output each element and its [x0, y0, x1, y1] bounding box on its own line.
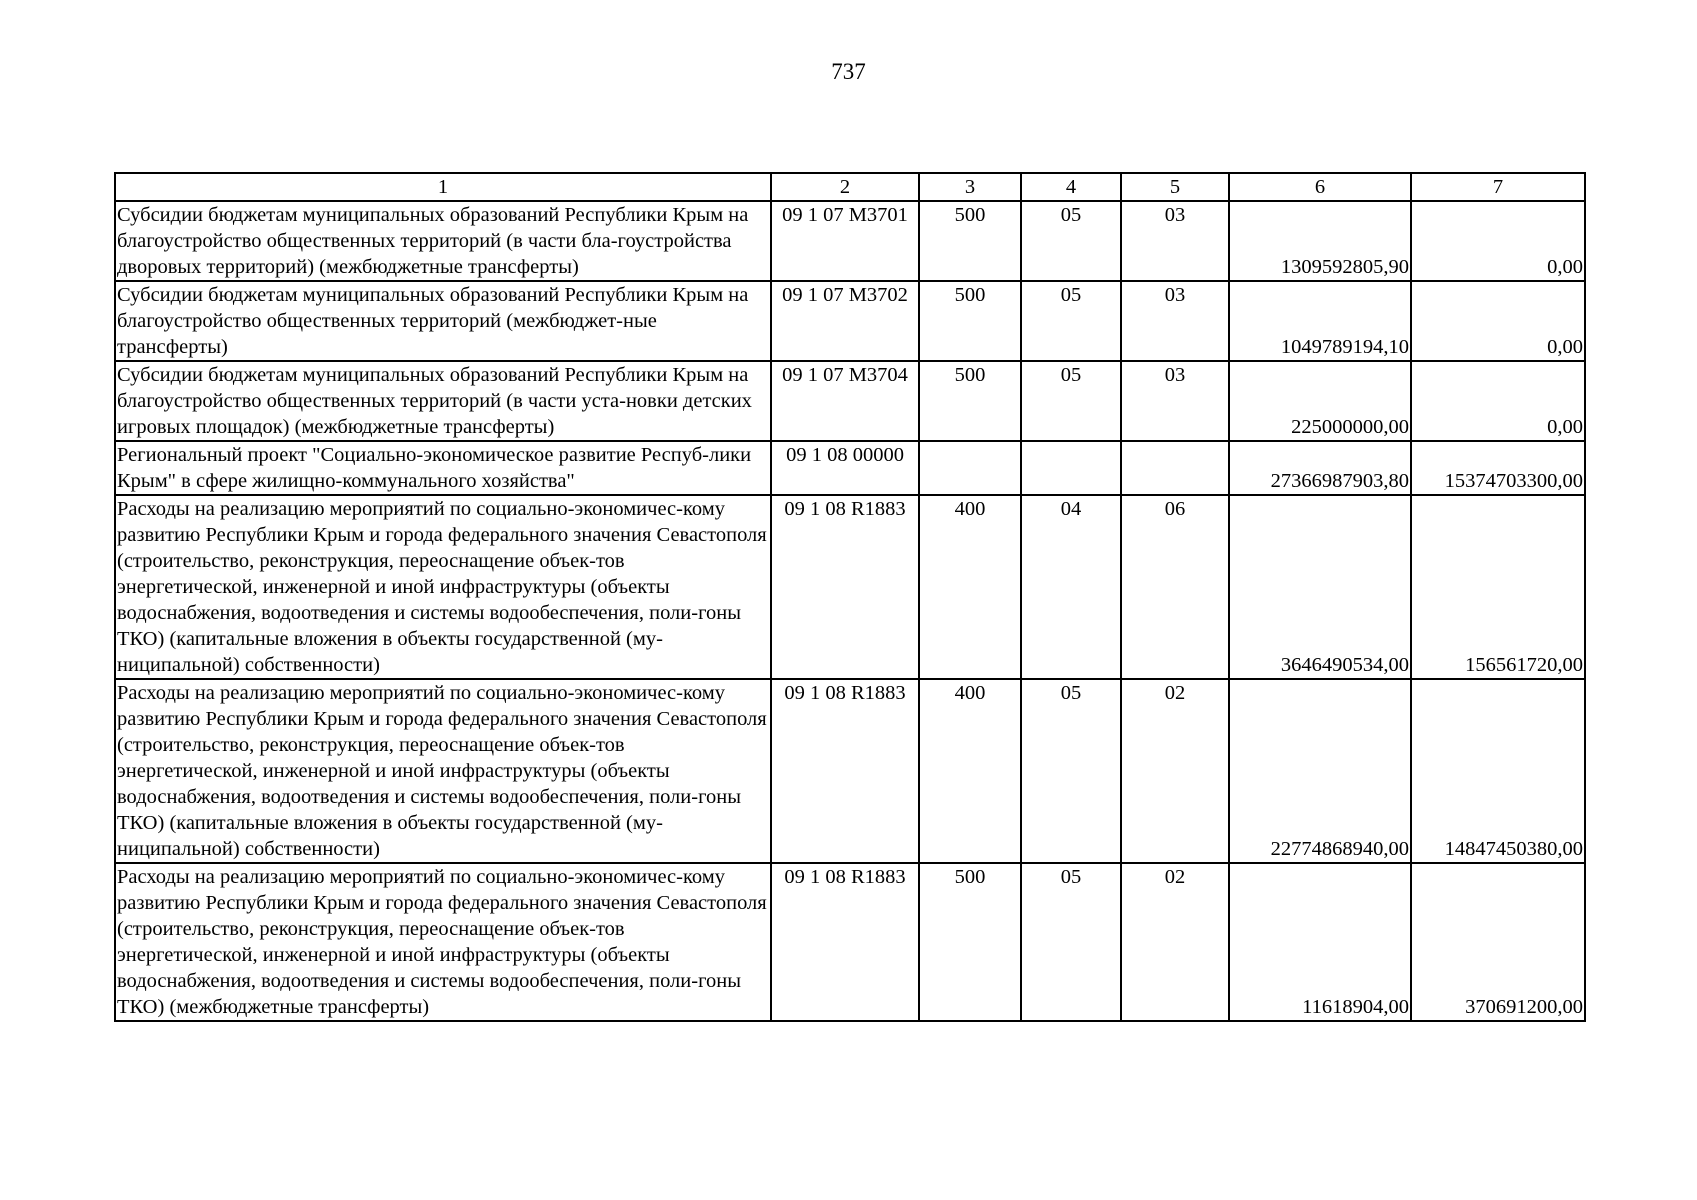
row-code: 09 1 07 M3704 [771, 361, 919, 441]
row-col4: 05 [1021, 863, 1121, 1021]
header-col-5: 5 [1121, 173, 1229, 201]
row-amount1: 11618904,00 [1229, 863, 1411, 1021]
row-col4 [1021, 441, 1121, 495]
header-col-6: 6 [1229, 173, 1411, 201]
row-code: 09 1 07 M3701 [771, 201, 919, 281]
row-amount2: 370691200,00 [1411, 863, 1585, 1021]
table-body [115, 201, 1585, 1021]
header-col-7: 7 [1411, 173, 1585, 201]
row-name: Расходы на реализацию мероприятий по социально-экономичес-кому развитию Республики Крым и города федерального значения Севастополя (строительство, реконструкция, переоснащение объек-тов энергетической, инженерной и иной инфраструктуры (объекты водоснабжения, водоотведения и системы водообеспечения, поли-гоны ТКО) (капитальные вложения в объекты государственной (му-ниципальной) собственности) [115, 679, 771, 863]
row-col5 [1121, 441, 1229, 495]
row-name: Региональный проект "Социально-экономическое развитие Респуб-лики Крым" в сфере жилищно-коммунального хозяйства" [115, 441, 771, 495]
row-amount2: 14847450380,00 [1411, 679, 1585, 863]
header-col-3: 3 [919, 173, 1021, 201]
row-amount1: 225000000,00 [1229, 361, 1411, 441]
row-name: Субсидии бюджетам муниципальных образований Республики Крым на благоустройство общественных территорий (межбюджет-ные трансферты) [115, 281, 771, 361]
row-col4: 05 [1021, 281, 1121, 361]
row-code: 09 1 08 R1883 [771, 495, 919, 679]
header-row [115, 173, 1585, 201]
row-name: Субсидии бюджетам муниципальных образований Республики Крым на благоустройство общественных территорий (в части бла-гоустройства дворовых территорий) (межбюджетные трансферты) [115, 201, 771, 281]
row-amount2: 0,00 [1411, 281, 1585, 361]
row-col4: 05 [1021, 361, 1121, 441]
row-col3: 500 [919, 863, 1021, 1021]
table-row [115, 281, 1585, 361]
budget-table [114, 172, 1586, 1022]
row-code: 09 1 07 M3702 [771, 281, 919, 361]
row-col5: 02 [1121, 679, 1229, 863]
row-col5: 03 [1121, 361, 1229, 441]
row-amount1: 3646490534,00 [1229, 495, 1411, 679]
row-col3: 500 [919, 361, 1021, 441]
row-col4: 05 [1021, 201, 1121, 281]
row-amount1: 1049789194,10 [1229, 281, 1411, 361]
row-amount1: 27366987903,80 [1229, 441, 1411, 495]
row-col5: 03 [1121, 201, 1229, 281]
table-row [115, 361, 1585, 441]
row-code: 09 1 08 R1883 [771, 679, 919, 863]
header-col-2: 2 [771, 173, 919, 201]
row-amount2: 156561720,00 [1411, 495, 1585, 679]
page-number: 737 [831, 59, 866, 84]
table-row [115, 495, 1585, 679]
row-amount1: 1309592805,90 [1229, 201, 1411, 281]
row-col3: 400 [919, 495, 1021, 679]
row-col4: 05 [1021, 679, 1121, 863]
row-name: Расходы на реализацию мероприятий по социально-экономичес-кому развитию Республики Крым и города федерального значения Севастополя (строительство, реконструкция, переоснащение объек-тов энергетической, инженерной и иной инфраструктуры (объекты водоснабжения, водоотведения и системы водообеспечения, поли-гоны ТКО) (межбюджетные трансферты) [115, 863, 771, 1021]
table-row [115, 441, 1585, 495]
row-code: 09 1 08 00000 [771, 441, 919, 495]
row-col4: 04 [1021, 495, 1121, 679]
row-name: Расходы на реализацию мероприятий по социально-экономичес-кому развитию Республики Крым и города федерального значения Севастополя (строительство, реконструкция, переоснащение объек-тов энергетической, инженерной и иной инфраструктуры (объекты водоснабжения, водоотведения и системы водообеспечения, поли-гоны ТКО) (капитальные вложения в объекты государственной (му-ниципальной) собственности) [115, 495, 771, 679]
row-col3: 500 [919, 201, 1021, 281]
row-col3 [919, 441, 1021, 495]
table-row [115, 201, 1585, 281]
table-row [115, 679, 1585, 863]
row-col3: 500 [919, 281, 1021, 361]
row-col5: 06 [1121, 495, 1229, 679]
row-name: Субсидии бюджетам муниципальных образований Республики Крым на благоустройство общественных территорий (в части уста-новки детских игровых площадок) (межбюджетные трансферты) [115, 361, 771, 441]
row-amount2: 0,00 [1411, 201, 1585, 281]
header-col-1: 1 [115, 173, 771, 201]
table-header [115, 173, 1585, 201]
table-row [115, 863, 1585, 1021]
row-code: 09 1 08 R1883 [771, 863, 919, 1021]
row-col5: 03 [1121, 281, 1229, 361]
row-col3: 400 [919, 679, 1021, 863]
header-col-4: 4 [1021, 173, 1121, 201]
row-amount2: 0,00 [1411, 361, 1585, 441]
row-col5: 02 [1121, 863, 1229, 1021]
row-amount2: 15374703300,00 [1411, 441, 1585, 495]
row-amount1: 22774868940,00 [1229, 679, 1411, 863]
